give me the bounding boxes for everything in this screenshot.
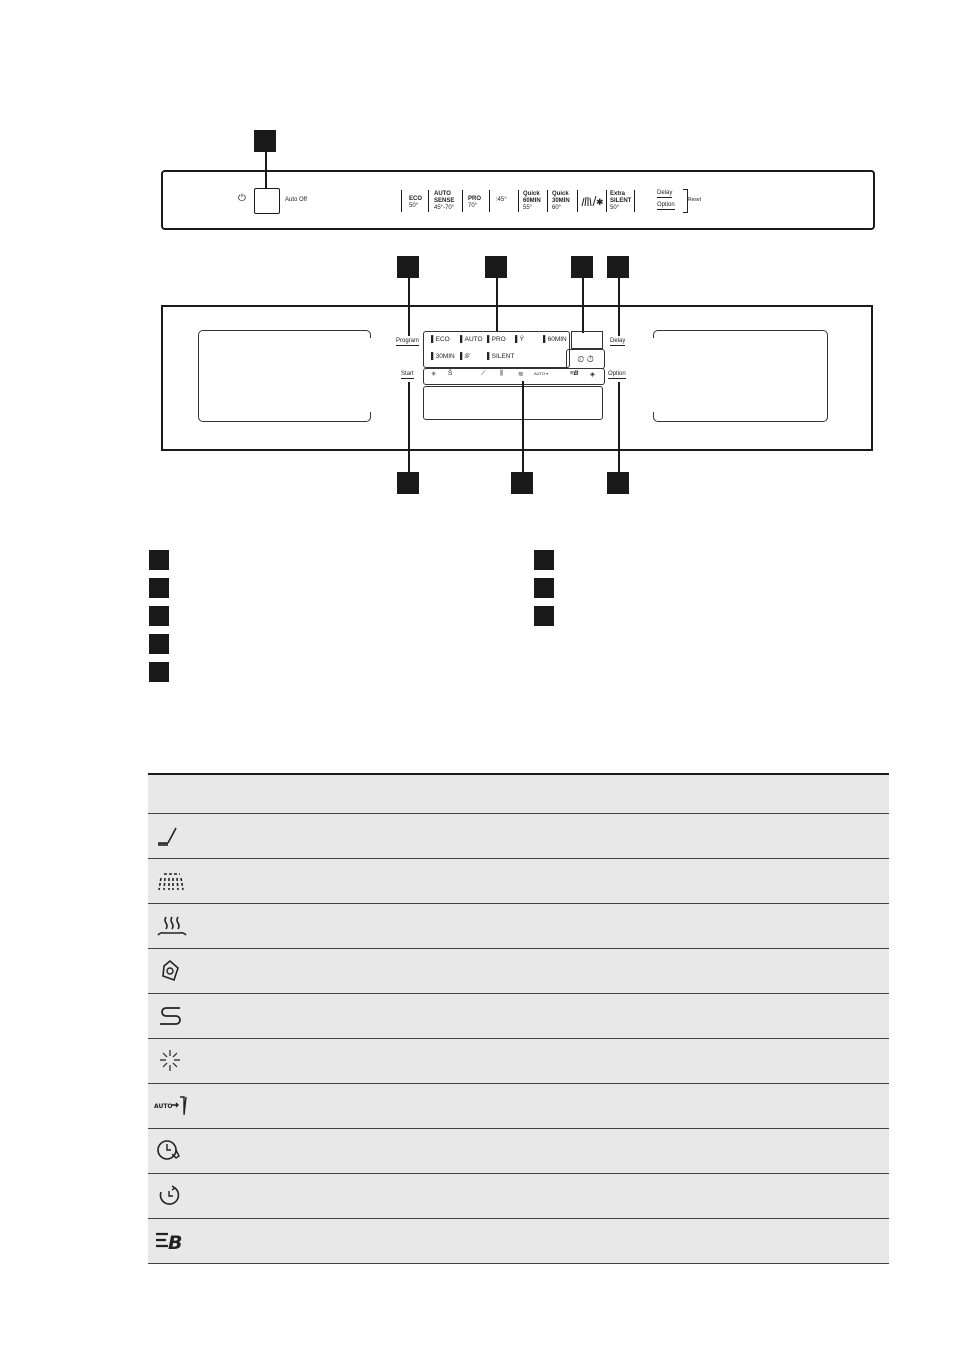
table-row (148, 1219, 889, 1264)
option-button[interactable]: Option (608, 371, 626, 377)
machine-care-icon: ⫻∕ (464, 353, 470, 360)
drying-heat-icon (154, 913, 190, 939)
strip-rinse-icon: Ŝ (448, 370, 453, 377)
legend-marker-6 (534, 550, 554, 570)
legend-marker-2 (149, 578, 169, 598)
time-display (571, 331, 603, 349)
table-header (148, 775, 889, 814)
ind-60min: ▌60MIN (543, 336, 567, 343)
table-row (148, 859, 889, 904)
delay-start-clock-icon (154, 1138, 190, 1164)
salt-refill-icon (154, 958, 190, 984)
glass-icon: Ϋ (519, 336, 524, 343)
svg-text:✱: ✱ (596, 198, 604, 208)
prog-auto-sense[interactable]: AUTO SENSE 45°-70° (434, 191, 455, 211)
callout-3 (485, 256, 507, 278)
strip-brush-icon: ⟋ (481, 370, 486, 377)
ind-machine-care: ▌⫻∕ (460, 353, 470, 360)
legend-marker-1 (149, 550, 169, 570)
extra-dry-eb-icon (154, 1228, 190, 1254)
clock-icons-box (566, 349, 605, 369)
callout-8 (607, 472, 629, 494)
on-off-button[interactable] (254, 188, 280, 214)
rinse-loop-icon (154, 1003, 190, 1029)
auto-off-label: Auto Off (285, 197, 307, 203)
svg-text:B: B (168, 1232, 183, 1254)
table-row (148, 1039, 889, 1084)
strip-spray-icon: ⫼ (500, 370, 503, 377)
table-row (148, 1129, 889, 1174)
prog-machine-care[interactable] (580, 194, 604, 213)
svg-text:AUTO: AUTO (154, 1103, 173, 1110)
power-symbol: ⏻ (238, 193, 246, 204)
legend-marker-4 (149, 634, 169, 654)
prog-pro[interactable]: PRO 70° (468, 196, 482, 209)
indicator-table (148, 773, 889, 1264)
callout-6 (397, 472, 419, 494)
callout-4 (571, 256, 593, 278)
table-row (148, 949, 889, 994)
callout-5 (607, 256, 629, 278)
prog-glass[interactable]: ⫶45° (496, 197, 507, 203)
machine-care-icon (580, 194, 604, 208)
ind-auto: ▌AUTO (460, 336, 483, 343)
auto-open-door-icon (154, 1093, 190, 1119)
callout-1 (254, 130, 276, 152)
table-row (148, 1084, 889, 1129)
brush-wash-icon (154, 823, 190, 849)
ind-pro: ▌PRO (487, 336, 506, 343)
start-button[interactable]: Start (401, 371, 414, 377)
top-option-button[interactable]: Option (657, 202, 675, 208)
ind-silent: ▌SILENT (487, 353, 515, 360)
program-button[interactable]: Program (396, 338, 420, 344)
glass-icon: ⫶ (496, 197, 498, 203)
ind-30min: ▌30MIN (431, 353, 455, 360)
time-remaining-clock-icon (154, 1183, 190, 1209)
callout-2 (397, 256, 419, 278)
legend-marker-5 (149, 662, 169, 682)
legend-marker-3 (149, 606, 169, 626)
callout-7 (511, 472, 533, 494)
legend-marker-7 (534, 578, 554, 598)
strip-eb-icon: ≡B (570, 370, 579, 377)
spray-arms-icon (154, 868, 190, 894)
reset-label: Reset (688, 197, 702, 203)
delay-button[interactable]: Delay (610, 338, 626, 344)
strip-rinse-aid-icon: ✳ (431, 371, 437, 378)
prog-quick-60[interactable]: Quick 60MIN 55° (523, 191, 541, 211)
sparkle-rinse-aid-icon (154, 1048, 190, 1074)
strip-auto-door-icon: AUTO⇥ (534, 371, 549, 376)
top-delay-button[interactable]: Delay (657, 190, 673, 196)
main-display (423, 386, 603, 420)
prog-quick-30[interactable]: Quick 30MIN 60° (552, 191, 570, 211)
time-clock-icon: ⏱ (586, 354, 594, 364)
strip-heat-icon: ≋ (518, 371, 524, 378)
legend-marker-8 (534, 606, 554, 626)
strip-salt-icon: ◈ (590, 371, 595, 378)
table-row (148, 1174, 889, 1219)
prog-extra-silent[interactable]: Extra SILENT 50° (610, 191, 632, 211)
prog-eco[interactable]: ECO 50° (409, 196, 423, 209)
ind-glass: ▌Ϋ (515, 336, 524, 343)
table-row (148, 904, 889, 949)
table-row (148, 814, 889, 859)
delay-clock-icon: ⏲ (577, 354, 585, 364)
ind-eco: ▌ECO (431, 336, 450, 343)
table-row (148, 994, 889, 1039)
